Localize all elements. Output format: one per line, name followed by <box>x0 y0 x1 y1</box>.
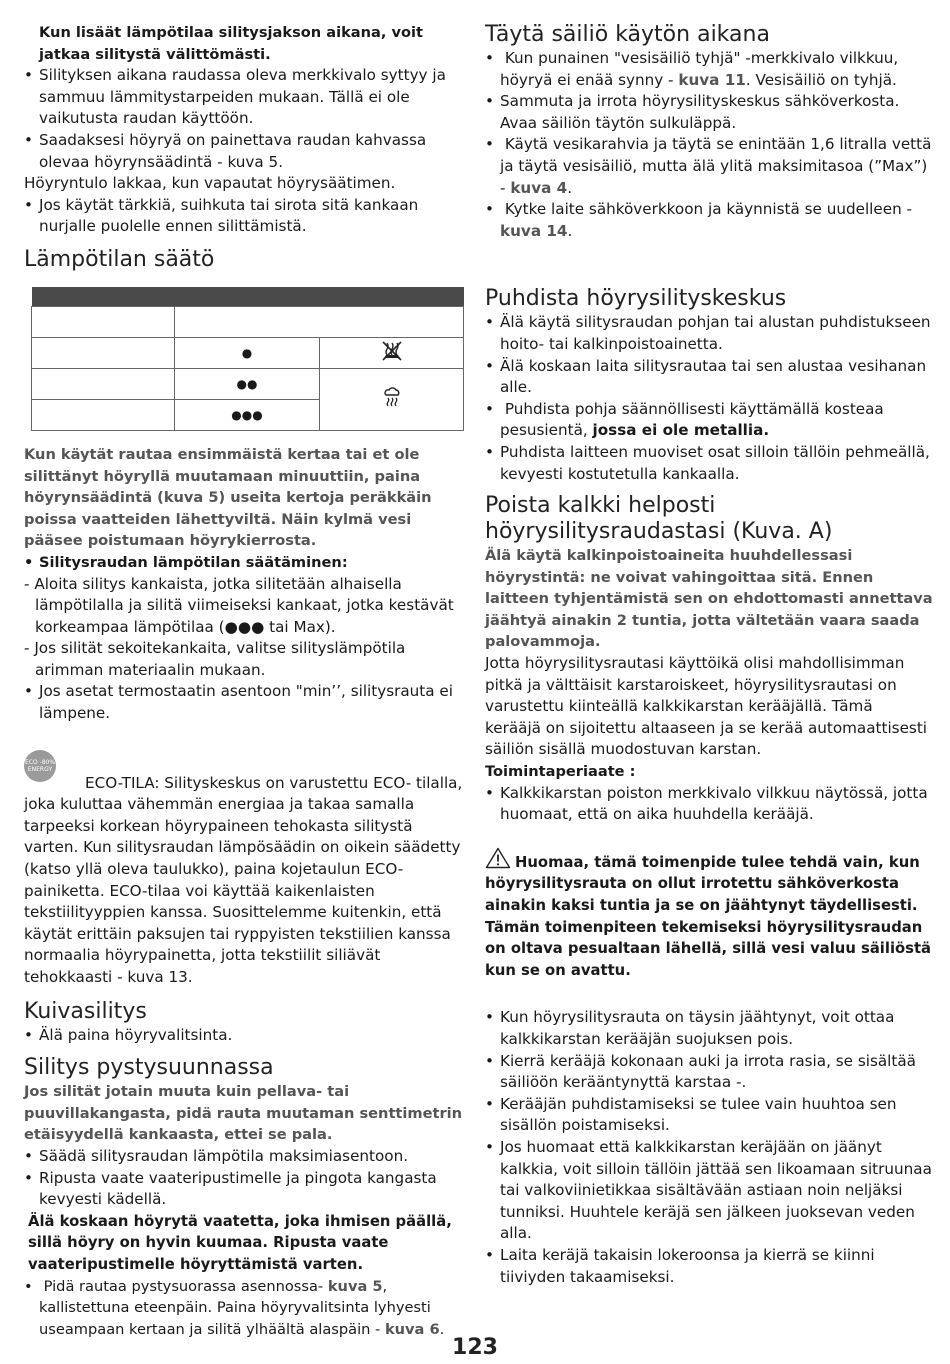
text: . <box>567 178 573 197</box>
list-item: • Puhdista laitteen muoviset osat silloin tällöin pehmeällä, kevyesti kostutetulla kankaalla. <box>485 442 933 485</box>
text: Kytke laite sähköverkkoon ja käynnistä se uudelleen - <box>504 200 913 219</box>
table-cell <box>32 399 175 430</box>
figure-ref: kuva 6 <box>384 1320 440 1338</box>
figure-ref: kuva 14 <box>500 221 568 240</box>
temp-dots: ●● <box>175 368 320 399</box>
list-item: • Kerääjän puhdistamiseksi se tulee vain huuhtoa sen sisällön poistamiseksi. <box>485 1094 933 1137</box>
section-heading: Täytä säiliö käytön aikana <box>485 22 770 47</box>
text: Pidä rautaa pystysuorassa asennossa- <box>43 1277 328 1295</box>
list-item: • Silityksen aikana raudassa oleva merkkivalo syttyy ja sammuu lämmitystarpeiden mukaan. Tällä ei ole vaikutusta raudan käyttöön. <box>24 65 466 130</box>
list-item: • Älä paina höyryvalitsinta. <box>24 1025 466 1047</box>
text: jossa ei ole metallia. <box>592 421 770 440</box>
list-item: • Saadaksesi höyryä on painettava raudan kahvassa olevaa höyrynsäädintä - kuva 5. <box>24 130 466 173</box>
list-item: • Sammuta ja irrota höyrysilityskeskus sähköverkosta. Avaa säiliön täytön sulkuläppä. <box>485 91 933 134</box>
warning-note <box>485 847 933 982</box>
list-item: • Älä koskaan laita silitysrautaa tai sen alustaa vesihanan alle. <box>485 356 933 399</box>
table-cell <box>32 306 175 337</box>
text: . <box>439 1320 445 1338</box>
principle-heading: Toimintaperiaate : <box>485 763 636 781</box>
descale-note: Älä käytä kalkinpoistoaineita huuhdellessasi höyrystintä: ne voivat vahingoittaa sitä. Ennen laitteen tyhjentämistä sen on ehdottomasti annettava jäähtyä ainakin 2 tuntia, jotta vältetään vaara saada palovammoja. <box>485 547 933 651</box>
text: . Vesisäiliö on tyhjä. <box>745 70 897 89</box>
page-number: 123 <box>452 1335 498 1360</box>
eco-logo-text: ECO -80% <box>24 758 56 766</box>
temp-dots: ●●● <box>175 399 320 430</box>
table-row <box>32 337 464 368</box>
text: Kun punainen "vesisäiliö tyhjä" -merkkivalo vilkkuu, höyryä ei enää synny - <box>500 49 899 89</box>
list-item: • Älä käytä silitysraudan pohjan tai alustan puhdistukseen hoito- tai kalkinpoistoainetta. <box>485 312 933 355</box>
figure-ref: kuva 11 <box>678 70 746 89</box>
first-use-note: Kun käytät rautaa ensimmäistä kertaa tai et ole silittänyt höyryllä muutamaan minuuttiin, paina höyrynsäädintä (kuva 5) useita kertoja peräkkäin poissa vaatteiden lähettyviltä. Näin kylmä vesi pääsee poistumaan höyrykierrosta. <box>24 445 432 550</box>
vertical-warning: Älä koskaan höyrytä vaatetta, joka ihmisen päällä, sillä höyry on hyvin kuumaa. Ripusta vaate vaateripustimelle höyryttämistä varten. <box>28 1212 452 1273</box>
dash-text: Jos silität sekoitekankaita, valitse silityslämpötila arimman materiaalin mukaan. <box>34 639 406 679</box>
table-row <box>32 306 464 337</box>
eco-text-first: ECO-TILA: Silityskeskus on varustettu ECO- <box>85 773 412 792</box>
list-item <box>485 399 933 442</box>
right-column <box>485 22 933 1288</box>
eco-text <box>24 773 466 989</box>
list-item: • Jos huomaat että kalkkikarstan keräjään on jäänyt kalkkia, voit silloin tällöin jättää sen likoamaan sitruunaa tai valkoviinietikkaa sisältävään astiaan noin neljäksi tunniksi. Huuhtele keräjä sen jälkeen juoksevan veden alla. <box>485 1137 933 1245</box>
list-item <box>24 1276 466 1341</box>
eco-logo-text: ENERGY <box>27 765 53 773</box>
list-item: • Jos asetat termostaatin asentoon "min’’, silitysrauta ei lämpene. <box>24 681 466 724</box>
list-item: • Silitysraudan lämpötilan säätäminen: <box>24 552 466 574</box>
list-item: • Laita keräjä takaisin lokeroonsa ja kierrä se kiinni tiiviyden takaamiseksi. <box>485 1245 933 1288</box>
section-heading: Poista kalkki helposti höyrysilitysraudastasi (Kuva. A) <box>485 493 833 545</box>
vertical-note: Jos silität jotain muuta kuin pellava- tai puuvillakangasta, pidä rauta muutaman senttimetrin etäisyydellä kankaasta, ettei se pala. <box>24 1083 463 1144</box>
text: Puhdista pohja säännöllisesti käyttämällä kosteaa pesusientä, <box>500 399 884 440</box>
temperature-table <box>31 287 464 431</box>
no-steam-cell <box>320 337 464 368</box>
eco-text-rest: tilalla, joka kuluttaa vähemmän energiaa ja takaa samalla tarpeeksi korkean höyrypaineen tehokasta silitystä varten. Kun silitysraudan lämpösäädin on oikein säädetty (katso yllä oleva taulukko), paina kojetaulun ECO-painiketta. ECO-tilaa voi käyttää kaikenlaisten tekstiilityyppien kanssa. Suosittelemme kuitenkin, että käytät erittäin paksujen tai ryppyisten tekstiilien kanssa normaalia höyrypainetta, jotta tekstiilit siliävät tehokkaasti - kuva 13. <box>24 773 463 986</box>
table-cell <box>32 337 175 368</box>
warning-text: Huomaa, tämä toimenpide tulee tehdä vain, kun höyrysilitysrauta on ollut irrotettu sähköverkosta ainakin kaksi tuntia ja se on jäähtynyt täydellisesti. Tämän toimenpiteen tekemiseksi höyrysilitysraudan on oltava pesualtaan lähellä, sillä vesi valuu säiliöstä kun se on avattu. <box>485 853 932 979</box>
list-item: • Jos käytät tärkkiä, suihkuta tai sirota sitä kankaan nurjalle puolelle ennen silittämistä. <box>24 195 466 238</box>
temp-dots: ● <box>175 337 320 368</box>
dash-text: Aloita silitys kankaista, jotka silitetään alhaisella lämpötilalla ja silitä viimeiseksi kankaat, jotka kestävät korkeampaa lämpötilaa (●●● tai Max). <box>34 574 454 636</box>
text: , kallistettuna eteenpäin. Paina höyryvalitsinta lyhyesti useampaan kertaan ja silitä ylhäältä alaspäin - <box>39 1277 431 1338</box>
intro-note: Kun lisäät lämpötilaa silitysjakson aikana, voit jatkaa silitystä välittömästi. <box>39 24 424 63</box>
list-item <box>485 199 933 242</box>
no-steam-icon <box>380 339 404 363</box>
steam-icon <box>381 385 403 409</box>
list-item: - Aloita silitys kankaista, jotka silitetään alhaisella lämpötilalla ja silitä viimeiseksi kankaat, jotka kestävät korkeampaa lämpötilaa (●●● tai Max). <box>24 574 454 636</box>
table-cell <box>32 368 175 399</box>
list-item <box>485 48 933 91</box>
section-heading: Lämpötilan säätö <box>24 246 215 272</box>
paragraph: Höyryntulo lakkaa, kun vapautat höyrysäätimen. <box>24 174 396 193</box>
list-item: • Kalkkikarstan poiston merkkivalo vilkkuu näytössä, jotta huomaat, että on aika huuhdella kerääjä. <box>485 783 933 826</box>
section-heading: Puhdista höyrysilityskeskus <box>485 286 787 312</box>
list-item: - Jos silität sekoitekankaita, valitse silityslämpötila arimman materiaalin mukaan. <box>24 639 406 679</box>
table-row <box>32 368 464 399</box>
table-cell <box>175 306 464 337</box>
figure-ref: kuva 4 <box>510 178 568 197</box>
section-heading: Kuivasilitys <box>24 998 147 1024</box>
left-column <box>24 22 466 1340</box>
paragraph: Jotta höyrysilitysrautasi käyttöikä olisi mahdollisimman pitkä ja välttäisit karstaroiskeet, höyrysilitysrautasi on varustettu kiinteällä kalkkikarstan kerääjällä. Tämä kerääjä on sijoitettu altaaseen ja se kerää automaattisesti säiliön sisällä muodostuvan karstan. <box>485 654 928 759</box>
list-item: • Säädä silitysraudan lämpötila maksimiasentoon. <box>24 1146 466 1168</box>
list-item: • Kierrä kerääjä kokonaan auki ja irrota rasia, se sisältää säiliöön kerääntynyttä karstaa -. <box>485 1051 933 1094</box>
text: Käytä vesikarahvia ja täytä se enintään 1,6 litralla vettä ja täytä vesisäiliö, mutta älä ylitä maksimitasoa (”Max”) - <box>500 135 932 197</box>
list-item: • Kun höyrysilitysrauta on täysin jäähtynyt, voit ottaa kalkkikarstan kerääjän suojuksen pois. <box>485 1007 933 1050</box>
figure-ref: kuva 5 <box>327 1277 383 1295</box>
list-item: • Ripusta vaate vaateripustimelle ja pingota kangasta kevyesti kädellä. <box>24 1168 466 1211</box>
section-heading: Silitys pystysuunnassa <box>24 1055 274 1081</box>
warning-icon <box>485 847 511 869</box>
steam-cell <box>320 368 464 430</box>
table-header-row <box>32 287 464 307</box>
text: . <box>567 221 573 240</box>
list-item <box>485 134 933 199</box>
